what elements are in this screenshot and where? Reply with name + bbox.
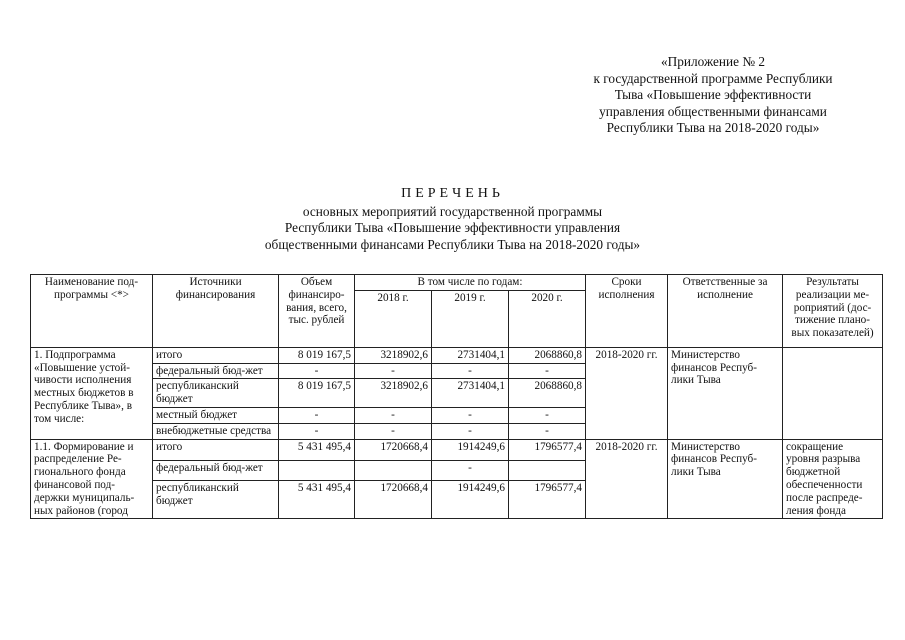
total-cell: -	[279, 407, 355, 423]
title-line: Республики Тыва «Повышение эффективности управления	[284, 220, 621, 235]
source-cell: республиканский бюджет	[153, 481, 279, 519]
year-2018-cell: -	[355, 363, 432, 379]
total-cell: 8 019 167,5	[279, 347, 355, 363]
title-line: основных мероприятий государственной программы	[302, 203, 603, 219]
measures-table	[30, 274, 883, 519]
year-2020-cell: -	[509, 423, 586, 439]
year-2019-cell: -	[432, 460, 509, 481]
header-results: Результаты реализации ме-роприятий (дос-тижение плано-вых показателей)	[783, 275, 883, 348]
header-deadline: Сроки исполнения	[586, 275, 668, 348]
responsible-cell: Министерство финансов Респуб-лики Тыва	[668, 347, 783, 439]
year-2018-cell: 3218902,6	[355, 379, 432, 408]
header-name: Наименование под-программы <*>	[31, 275, 153, 348]
source-cell: республиканский бюджет	[153, 379, 279, 408]
results-cell: сокращение уровня разрыва бюджетной обеспеченности после распреде-ления фонда	[783, 439, 883, 519]
year-2020-cell	[509, 460, 586, 481]
year-2019-cell: 2731404,1	[432, 379, 509, 408]
year-2018-cell	[355, 460, 432, 481]
source-cell: федеральный бюд-жет	[153, 460, 279, 481]
deadline-cell: 2018-2020 гг.	[586, 439, 668, 519]
appendix-line: к государственной программе Республики	[593, 70, 833, 86]
year-2020-cell: 1796577,4	[509, 439, 586, 460]
source-cell: итого	[153, 347, 279, 363]
year-2020-cell: -	[509, 363, 586, 379]
year-2018-cell: -	[355, 407, 432, 423]
total-cell: -	[279, 363, 355, 379]
source-cell: внебюджетные средства	[153, 423, 279, 439]
year-2019-cell: 2731404,1	[432, 347, 509, 363]
header-year-2020: 2020 г.	[509, 290, 586, 347]
header-by-years: В том числе по годам:	[355, 275, 586, 291]
year-2019-cell: 1914249,6	[432, 481, 509, 519]
deadline-cell: 2018-2020 гг.	[586, 347, 668, 439]
total-cell: 5 431 495,4	[279, 439, 355, 460]
header-year-2019: 2019 г.	[432, 290, 509, 347]
table-row	[31, 439, 883, 460]
appendix-line: управления общественными финансами	[599, 103, 827, 119]
year-2020-cell: 2068860,8	[509, 379, 586, 408]
source-cell: местный бюджет	[153, 407, 279, 423]
source-cell: федеральный бюд-жет	[153, 363, 279, 379]
source-cell: итого	[153, 439, 279, 460]
subprogram-name: 1. Подпрограмма «Повышение устой-чивости исполнения местных бюджетов в Республике Тыва», в том числе:	[31, 347, 153, 439]
header-volume: Объем финансиро-вания, всего, тыс. рублей	[279, 275, 355, 348]
header-sources: Источники финансирования	[153, 275, 279, 348]
appendix-line: «Приложение № 2	[661, 54, 765, 69]
document-title	[150, 186, 755, 253]
title-line: общественными финансами Республики Тыва на 2018-2020 годы»	[264, 236, 641, 252]
total-cell: 8 019 167,5	[279, 379, 355, 408]
responsible-cell: Министерство финансов Респуб-лики Тыва	[668, 439, 783, 519]
year-2019-cell: 1914249,6	[432, 439, 509, 460]
year-2019-cell: -	[432, 363, 509, 379]
year-2019-cell: -	[432, 423, 509, 439]
year-2020-cell: 1796577,4	[509, 481, 586, 519]
title-heading: ПЕРЕЧЕНЬ	[401, 186, 504, 201]
year-2018-cell: -	[355, 423, 432, 439]
year-2019-cell: -	[432, 407, 509, 423]
year-2020-cell: 2068860,8	[509, 347, 586, 363]
total-cell: -	[279, 423, 355, 439]
results-cell	[783, 347, 883, 439]
year-2018-cell: 1720668,4	[355, 439, 432, 460]
appendix-line: Тыва «Повышение эффективности	[614, 87, 812, 102]
appendix-note	[563, 54, 863, 137]
header-responsible: Ответственные за исполнение	[668, 275, 783, 348]
measure-name: 1.1. Формирование и распределение Ре-гионального фонда финансовой под-держки муниципаль-ных районов (город	[31, 439, 153, 519]
header-year-2018: 2018 г.	[355, 290, 432, 347]
table-row	[31, 347, 883, 363]
year-2018-cell: 1720668,4	[355, 481, 432, 519]
total-cell: 5 431 495,4	[279, 481, 355, 519]
header-row	[31, 275, 883, 291]
year-2018-cell: 3218902,6	[355, 347, 432, 363]
total-cell	[279, 460, 355, 481]
appendix-line: Республики Тыва на 2018-2020 годы»	[606, 120, 820, 135]
year-2020-cell: -	[509, 407, 586, 423]
